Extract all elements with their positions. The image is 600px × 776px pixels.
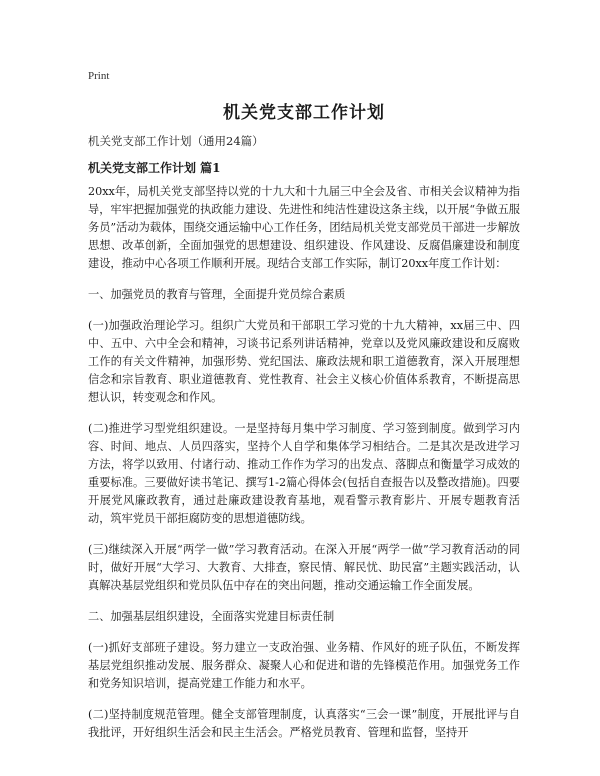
heading-part-two: 二、加强基层组织建设，全面落实党建目标责任制 <box>88 610 335 623</box>
paragraph-2-2: (二)坚持制度规范管理。健全支部管理制度，认真落实“三会一课”制度，开展批评与自我批评，开好组织生活会和民主生活会。严格党员教育、管理和监督，坚持开 <box>88 708 520 739</box>
section-heading: 机关党支部工作计划 篇1 <box>88 161 221 175</box>
paragraph-intro: 20xx年，局机关党支部坚持以党的十九大和十九届三中全会及省、市相关会议精神为指导，牢牢把握加强党的执政能力建设、先进性和纯洁性建设这条主线，以开展“争做五服务员”活动为载体，围绕交通运输中心工作任务，团结局机关党支部党员干部进一步解放思想、改革创新，全面加强党的思想建设、组织建设、作风建设、反腐倡廉建设和制度建设，推动中心各项工作顺利开展。现结合支部工作实际，制订20xx年度工作计划： <box>88 185 520 270</box>
print-link[interactable]: Print <box>88 70 110 82</box>
heading-part-one: 一、加强党员的教育与管理，全面提升党员综合素质 <box>88 288 346 301</box>
paragraph-1-1: (一)加强政治理论学习。组织广大党员和干部职工学习党的十九大精神，xx届三中、四中、五中、六中全会和精神，习谈书记系列讲话精神，党章以及党风廉政建设和反腐败工作的有关文件精神，加强形势、党纪国法、廉政法规和职工道德教育，深入开展理想信念和宗旨教育、职业道德教育、党性教育、社会主义核心价值体系教育，不断提高思想认识，转变观念和作风。 <box>88 319 520 404</box>
document-body <box>88 183 520 755</box>
paragraph-1-2: (二)推进学习型党组织建设。一是坚持每月集中学习制度、学习签到制度。做到学习内容、时间、地点、人员四落实，坚持个人自学和集体学习相结合。二是其次是改进学习方法，将学以致用、付诸行动、推动工作作为学习的出发点、落脚点和衡量学习成效的重要标准。三要做好读书笔记、撰写1-2篇心得体会(包括自查报告以及整改措施)。四要开展党风廉政教育，通过赴廉政建设教育基地，观看警示教育影片、开展专题教育活动，筑牢党员干部拒腐防变的思想道德防线。 <box>88 422 520 525</box>
paragraph-2-1: (一)抓好支部班子建设。努力建立一支政治强、业务精、作风好的班子队伍，不断发挥基层党组织推动发展、服务群众、凝聚人心和促进和谐的先锋模范作用。加强党务工作和党务知识培训，提高党建工作能力和水平。 <box>88 641 520 690</box>
page-title: 机关党支部工作计划 <box>223 103 385 123</box>
document-subtitle: 机关党支部工作计划（通用24篇） <box>88 134 264 148</box>
paragraph-1-3: (三)继续深入开展“两学一做”学习教育活动。在深入开展“两学一做”学习教育活动的同时，做好开展“大学习、大教育、大排查，察民情、解民忧、助民富”主题实践活动，认真解决基层党组织和党员队伍中存在的突出问题，推动交通运输工作全面发展。 <box>88 543 520 592</box>
